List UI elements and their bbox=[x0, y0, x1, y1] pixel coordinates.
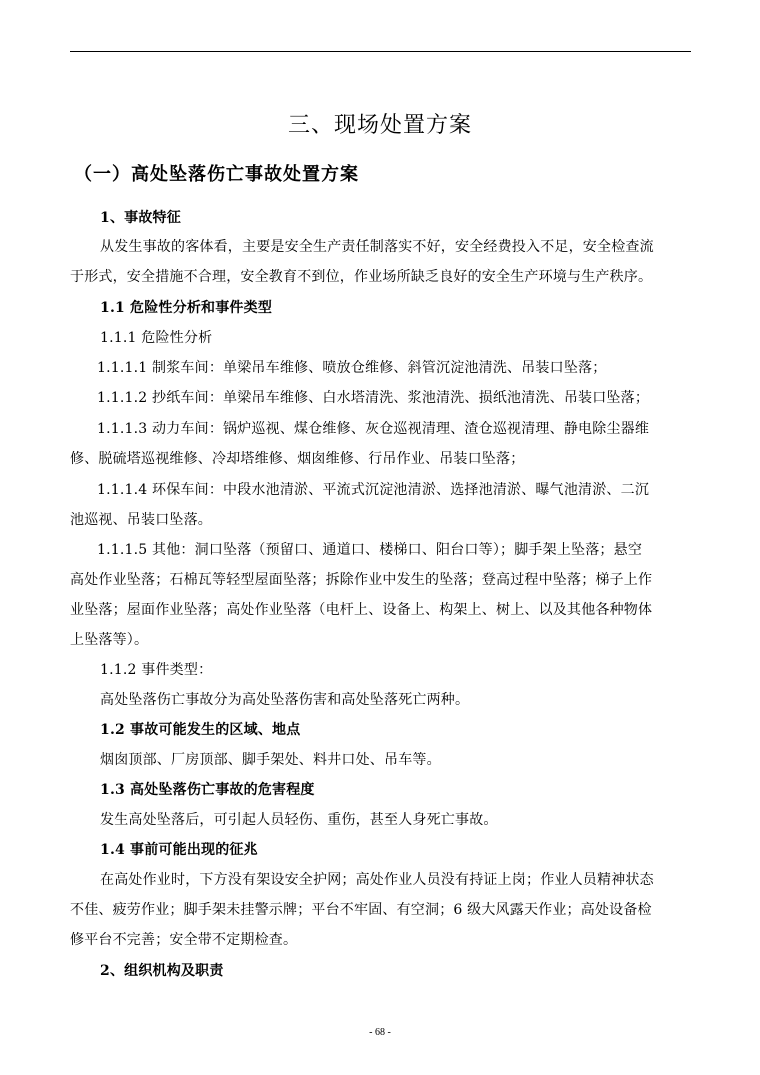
paragraph-line: 上坠落等）。 bbox=[70, 632, 149, 648]
heading-1-1: 1.1 危险性分析和事件类型 bbox=[100, 300, 273, 316]
subsection-title: （一）高处坠落伤亡事故处置方案 bbox=[74, 164, 359, 185]
header-rule bbox=[70, 51, 691, 52]
paragraph-line: 1.1.1.2 抄纸车间：单梁吊车维修、白水塔清洗、浆池清洗、损纸池清洗、吊装口坠落； bbox=[97, 390, 650, 406]
paragraph-line: 1.1.1.5 其他：洞口坠落（预留口、通道口、楼梯口、阳台口等）；脚手架上坠落；悬空 bbox=[97, 542, 643, 558]
heading-1: 1、事故特征 bbox=[100, 210, 181, 226]
paragraph-line: 1.1.1.4 环保车间：中段水池清淤、平流式沉淀池清淤、选择池清淤、曝气池清淤、二沉 bbox=[97, 482, 650, 498]
paragraph-line: 烟囱顶部、厂房顶部、脚手架处、料井口处、吊车等。 bbox=[100, 752, 441, 768]
paragraph-line: 修、脱硫塔巡视维修、冷却塔维修、烟囱维修、行吊作业、吊装口坠落； bbox=[70, 451, 525, 467]
heading-1-4: 1.4 事前可能出现的征兆 bbox=[100, 842, 258, 858]
page-number: - 68 - bbox=[369, 1027, 391, 1038]
paragraph-line: 修平台不完善；安全带不定期检查。 bbox=[70, 932, 298, 948]
paragraph-line: 1.1.1.3 动力车间：锅炉巡视、煤仓维修、灰仓巡视清理、渣仓巡视清理、静电除尘器维 bbox=[97, 421, 650, 437]
paragraph-line: 业坠落；屋面作业坠落；高处作业坠落（电杆上、设备上、构架上、树上、以及其他各种物体 bbox=[70, 602, 653, 618]
heading-2: 2、组织机构及职责 bbox=[100, 963, 224, 979]
paragraph-line: 1.1.1.1 制浆车间：单梁吊车维修、喷放仓维修、斜管沉淀池清洗、吊装口坠落； bbox=[97, 360, 607, 376]
paragraph-line: 不佳、疲劳作业；脚手架未挂警示牌；平台不牢固、有空洞；6 级大风露天作业；高处设备检 bbox=[70, 902, 652, 918]
heading-1-1-2: 1.1.2 事件类型： bbox=[100, 662, 213, 678]
paragraph-line: 高处坠落伤亡事故分为高处坠落伤害和高处坠落死亡两种。 bbox=[100, 692, 470, 708]
heading-1-3: 1.3 高处坠落伤亡事故的危害程度 bbox=[100, 782, 315, 798]
paragraph-line: 高处作业坠落；石棉瓦等轻型屋面坠落；拆除作业中发生的坠落；登高过程中坠落；梯子上作 bbox=[70, 572, 653, 588]
paragraph-line: 发生高处坠落后，可引起人员轻伤、重伤，甚至人身死亡事故。 bbox=[100, 812, 498, 828]
paragraph-line: 在高处作业时，下方没有架设安全护网；高处作业人员没有持证上岗；作业人员精神状态 bbox=[100, 872, 654, 888]
heading-1-2: 1.2 事故可能发生的区域、地点 bbox=[100, 722, 301, 738]
paragraph-line: 于形式，安全措施不合理，安全教育不到位，作业场所缺乏良好的安全生产环境与生产秩序。 bbox=[70, 269, 653, 285]
paragraph-line: 从发生事故的客体看，主要是安全生产责任制落实不好，安全经费投入不足，安全检查流 bbox=[100, 239, 654, 255]
heading-1-1-1: 1.1.1 危险性分析 bbox=[100, 330, 213, 346]
section-title: 三、现场处置方案 bbox=[287, 113, 472, 138]
paragraph-line: 池巡视、吊装口坠落。 bbox=[70, 512, 212, 528]
